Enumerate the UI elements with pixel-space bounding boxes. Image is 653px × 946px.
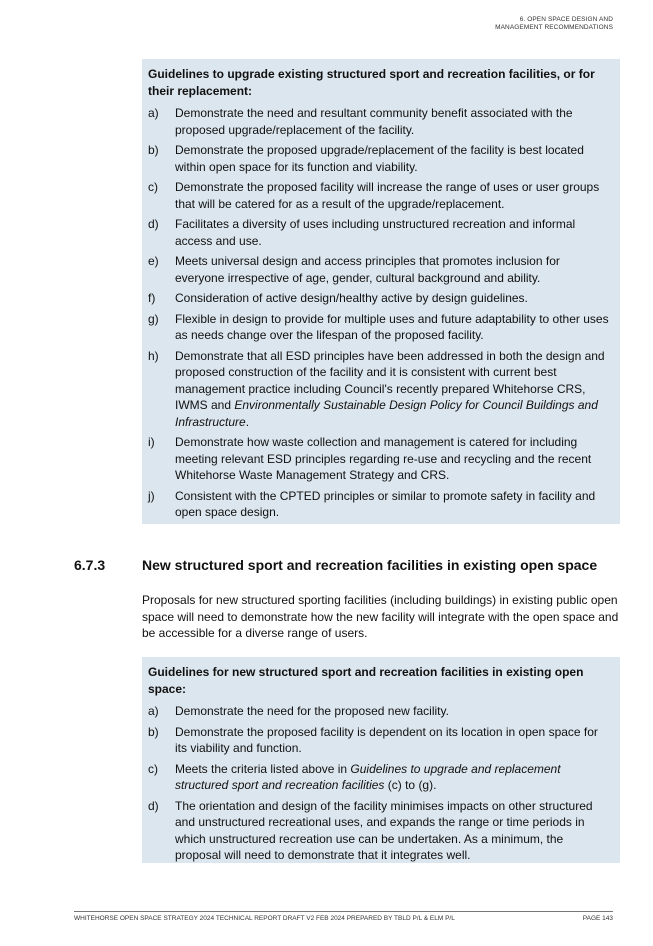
list-item-label: f) <box>148 291 156 305</box>
list-item-label: d) <box>148 798 159 813</box>
list-item-text <box>175 761 612 794</box>
footer-divider <box>74 911 613 912</box>
list-item <box>148 142 612 175</box>
list-item-text <box>175 142 612 175</box>
list-item-text-main: Consideration of active design/healthy active by design guidelines. <box>175 291 528 305</box>
list-item-label: a) <box>148 106 159 120</box>
list-item <box>148 761 612 794</box>
list-item-text-main: Consistent with the CPTED principles or similar to promote safety in facility and open space design. <box>175 488 596 519</box>
list-item-text-main: Flexible in design to provide for multiple uses and future adaptability to other uses as needs change over the lifespan of the proposed facility. <box>175 311 609 342</box>
list-item <box>148 105 612 138</box>
header-line-1: 6. OPEN SPACE DESIGN AND <box>519 16 613 23</box>
list-item-text-after: (c) to (g). <box>384 778 437 792</box>
list-item-text-main: Demonstrate the need for the proposed new facility. <box>175 704 449 718</box>
list-item-text <box>175 290 612 307</box>
list-item-label: b) <box>148 724 159 739</box>
list-item-text <box>175 348 612 431</box>
list-item <box>148 311 612 344</box>
list-item-text-main: Demonstrate how waste collection and management is catered for including meeting relevant ESD principles regarding re-use and recycling and the recent Whitehorse Waste Management Strategy and CRS. <box>175 435 592 482</box>
list-item <box>148 798 612 864</box>
list-item-text-main: Meets the criteria listed above in <box>175 761 351 776</box>
list-item-label: d) <box>148 217 159 231</box>
list-item-label: g) <box>148 311 159 326</box>
list-item-text <box>175 253 612 286</box>
list-item <box>148 290 612 307</box>
header-line-2: MANAGEMENT RECOMMENDATIONS <box>495 24 613 31</box>
list-item-label: i) <box>148 435 155 449</box>
list-item <box>148 348 612 431</box>
page-number: PAGE 143 <box>582 915 613 922</box>
list-item-text-main: Demonstrate that all ESD principles have been addressed in both the design and proposed construction of the facility and it is consistent with current best management practice including Council's recently prepared Whitehorse CRS, IWMS and <box>175 348 605 412</box>
guidelines-new-title: Guidelines for new structured sport and recreation facilities in existing open space: <box>148 665 584 696</box>
list-item-label: j) <box>148 488 155 503</box>
list-item <box>148 179 612 212</box>
list-item-text <box>175 703 612 720</box>
guidelines-upgrade-list <box>148 105 612 521</box>
list-item-text <box>175 798 612 864</box>
running-header <box>495 16 613 32</box>
list-item-label: b) <box>148 143 159 157</box>
list-item <box>148 724 612 757</box>
list-item-text-main: Meets universal design and access principles that promotes inclusion for everyone irrespective of age, gender, cultural background and ability. <box>175 254 560 285</box>
list-item-label: e) <box>148 254 159 268</box>
list-item-label: a) <box>148 704 159 718</box>
list-item <box>148 434 612 484</box>
list-item-text-italic: Guidelines to upgrade and replacement structured sport and recreation facilities <box>175 761 561 792</box>
list-item-label: c) <box>148 761 158 776</box>
list-item <box>148 488 612 521</box>
guidelines-upgrade-box <box>142 59 620 524</box>
section-number: 6.7.3 <box>74 557 106 573</box>
page-footer <box>74 914 613 923</box>
section-heading <box>74 556 634 574</box>
list-item-text-main: The orientation and design of the facility minimises impacts on other structured and unstructured recreational uses, and expands the range or time periods in which unstructured recreation use can be undertaken. As a minimum, the proposal will need to demonstrate that it integrates well. <box>175 798 593 862</box>
section-title: New structured sport and recreation facilities in existing open space <box>142 557 598 573</box>
list-item <box>148 703 612 720</box>
list-item-text <box>175 179 612 212</box>
footer-report-info: WHITEHORSE OPEN SPACE STRATEGY 2024 TECHNICAL REPORT DRAFT V2 FEB 2024 PREPARED BY TBLD P/L & ELM P/L <box>74 915 455 922</box>
list-item-text <box>175 311 612 344</box>
guidelines-upgrade-title: Guidelines to upgrade existing structured sport and recreation facilities, or for their replacement: <box>148 67 595 98</box>
list-item-text-main: Facilitates a diversity of uses including unstructured recreation and informal access and use. <box>175 217 576 248</box>
list-item-text <box>175 434 612 484</box>
list-item-text-main: Demonstrate the proposed facility is dependent on its location in open space for its viability and function. <box>175 724 598 755</box>
list-item-text-italic: Environmentally Sustainable Design Policy for Council Buildings and Infrastructure <box>175 398 598 429</box>
list-item-text <box>175 105 612 138</box>
list-item-text <box>175 724 612 757</box>
list-item <box>148 253 612 286</box>
list-item-text-main: Demonstrate the proposed facility will increase the range of uses or user groups that will be catered for as a result of the upgrade/replacement. <box>175 180 600 211</box>
section-intro-paragraph: Proposals for new structured sporting facilities (including buildings) in existing public open space will need to demonstrate how the new facility will integrate with the open space and be accessible for a diverse range of users. <box>142 593 619 640</box>
list-item-text <box>175 216 612 249</box>
list-item-text-main: Demonstrate the need and resultant community benefit associated with the proposed upgrade/replacement of the facility. <box>175 106 573 137</box>
list-item-text-after: . <box>245 414 250 429</box>
list-item-text <box>175 488 612 521</box>
guidelines-new-box <box>142 657 620 863</box>
guidelines-new-list <box>148 703 612 864</box>
list-item-label: h) <box>148 348 159 363</box>
list-item <box>148 216 612 249</box>
list-item-label: c) <box>148 180 158 194</box>
list-item-text-main: Demonstrate the proposed upgrade/replacement of the facility is best located within open space for its function and viability. <box>175 143 584 174</box>
